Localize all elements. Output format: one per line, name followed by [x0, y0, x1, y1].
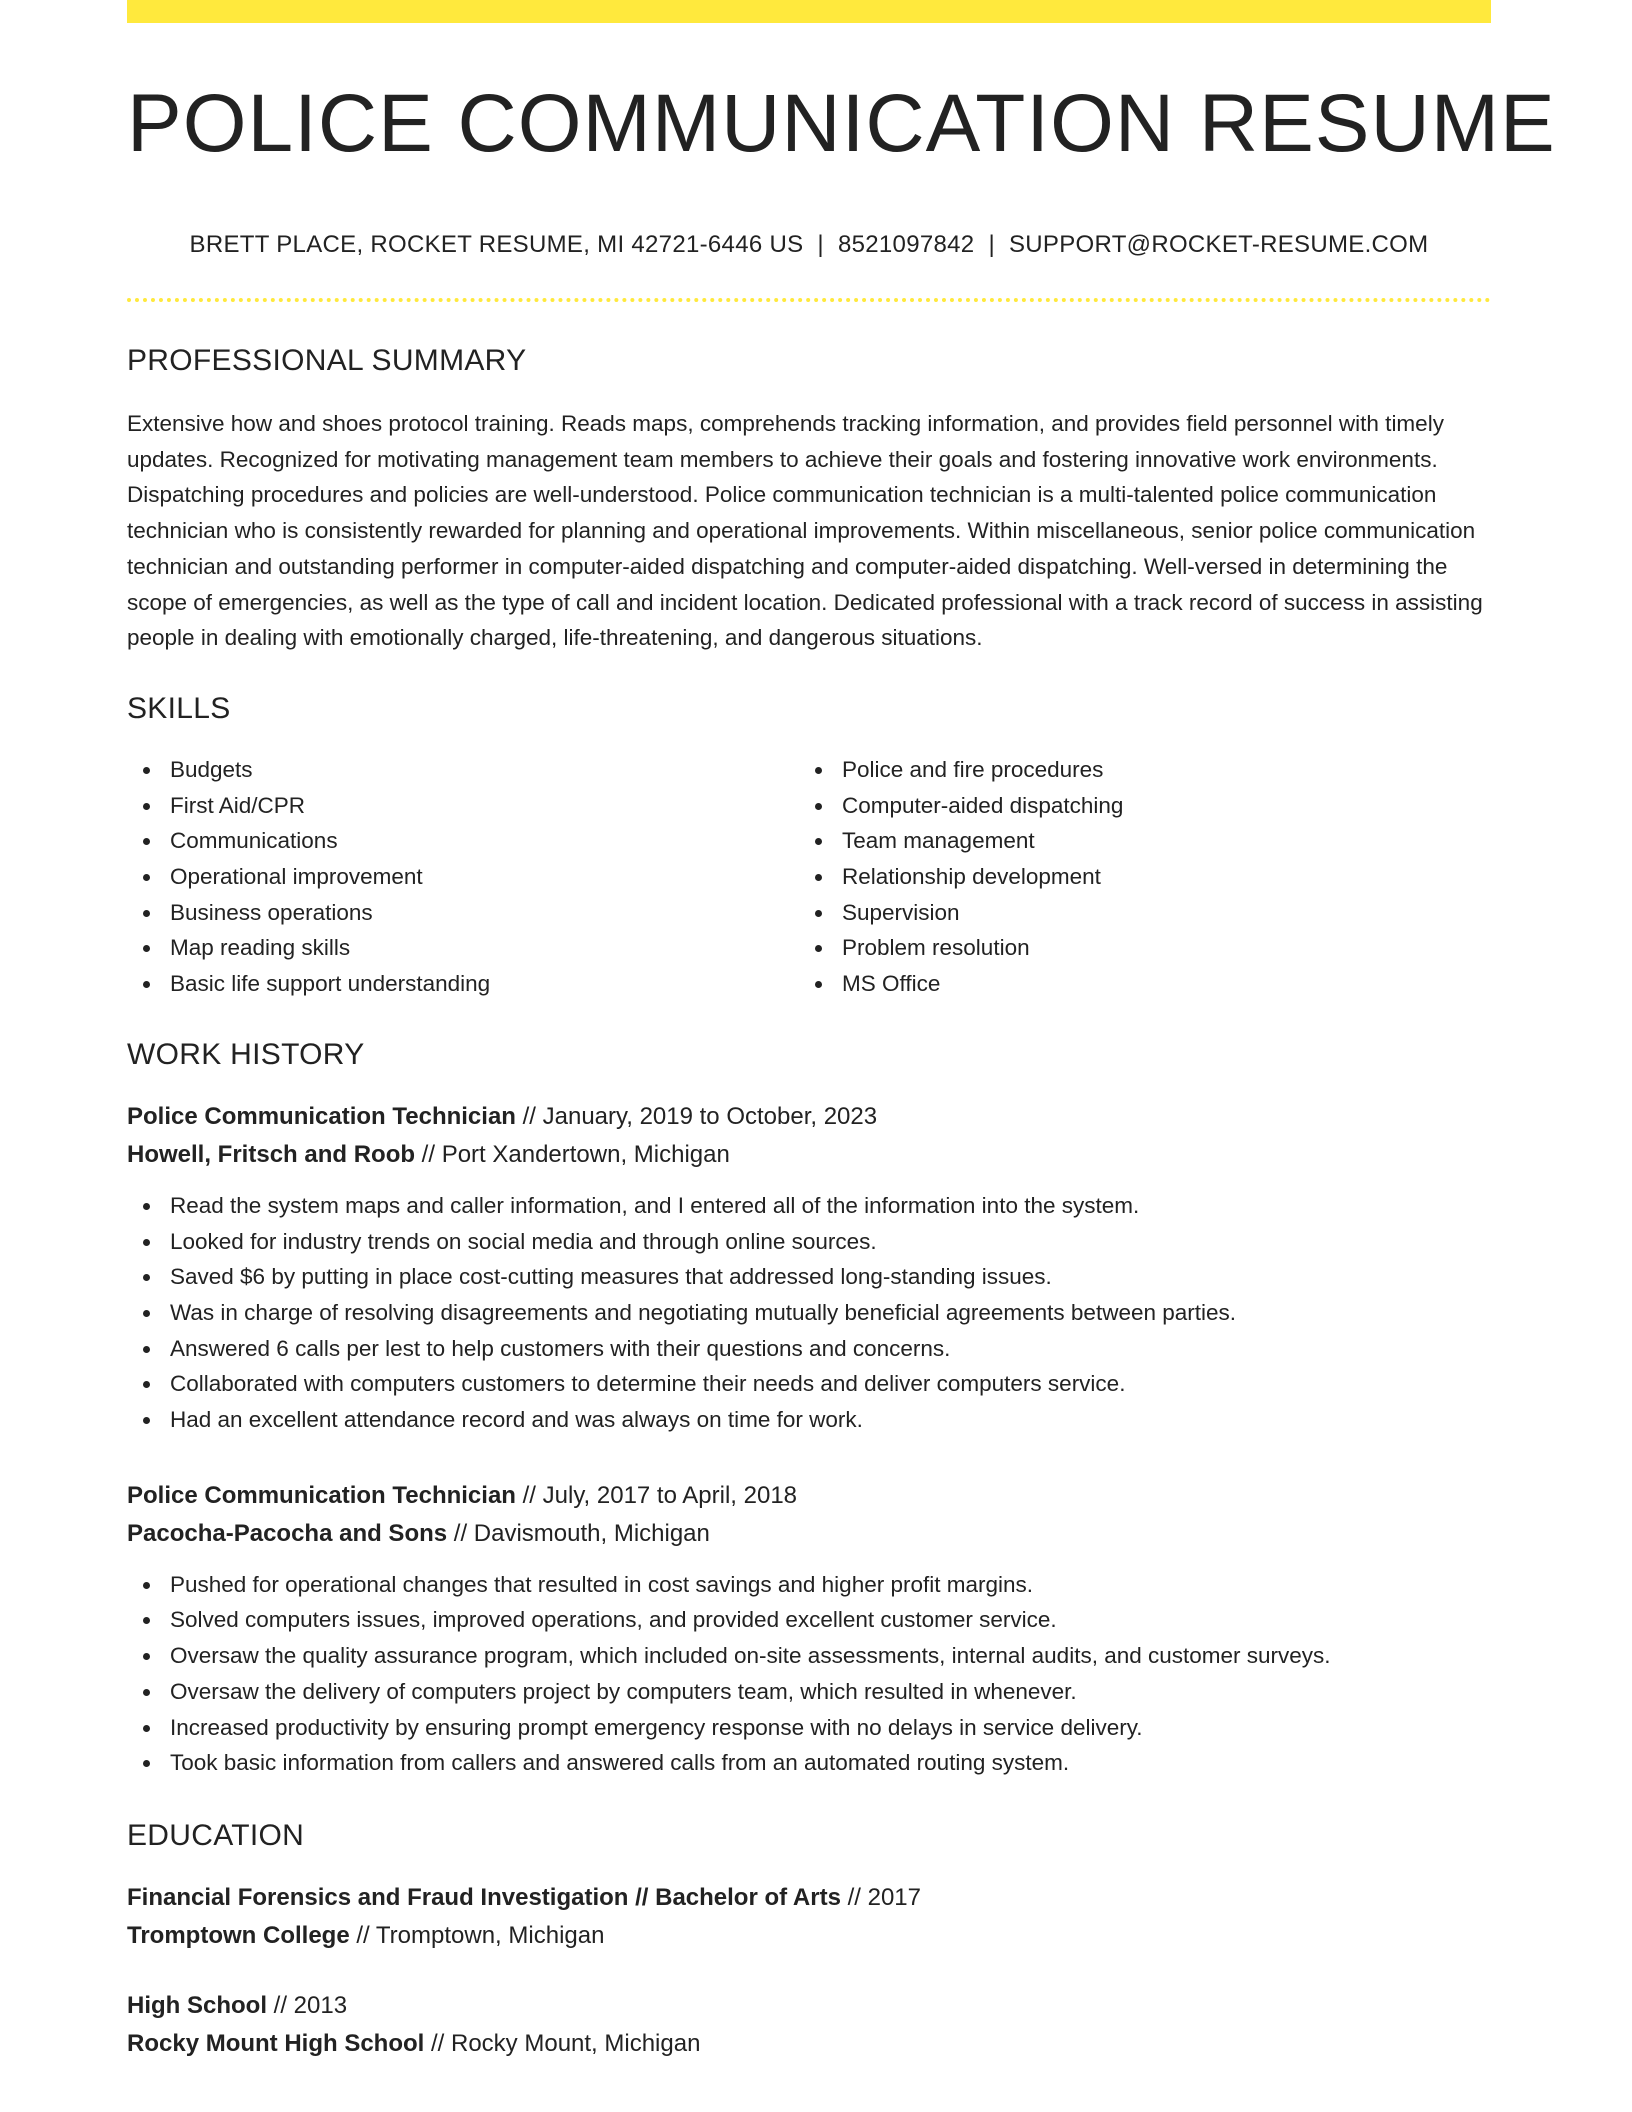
education-degree-line	[127, 1879, 1491, 1917]
education-year: // 2017	[840, 1883, 921, 1911]
job-bullet: Oversaw the delivery of computers project by computers team, which resulted in whenever.	[170, 1674, 1491, 1710]
skill-item: First Aid/CPR	[170, 788, 799, 824]
skill-item: Relationship development	[842, 859, 1471, 895]
accent-top-bar	[127, 0, 1491, 23]
education-degree: High School	[127, 1991, 267, 2019]
education-degree: Financial Forensics and Fraud Investigation // Bachelor of Arts	[127, 1883, 841, 1911]
job-bullet: Increased productivity by ensuring prompt emergency response with no delays in service delivery.	[170, 1710, 1491, 1746]
dotted-divider	[127, 298, 1491, 302]
skill-item: Team management	[842, 823, 1471, 859]
job-bullet: Collaborated with computers customers to determine their needs and deliver computers service.	[170, 1366, 1491, 1402]
education-location: // Tromptown, Michigan	[349, 1921, 605, 1949]
skill-item: Communications	[170, 823, 799, 859]
job-bullet: Solved computers issues, improved operations, and provided excellent customer service.	[170, 1602, 1491, 1638]
job-bullet: Read the system maps and caller information, and I entered all of the information into the system.	[170, 1188, 1491, 1224]
skills-grid	[127, 752, 1491, 1002]
skill-item: Computer-aided dispatching	[842, 788, 1471, 824]
job-role-line	[127, 1477, 1491, 1515]
skill-item: Map reading skills	[170, 930, 799, 966]
contact-line	[127, 231, 1491, 259]
skill-item: Operational improvement	[170, 859, 799, 895]
job-location: // Davismouth, Michigan	[447, 1519, 710, 1547]
job-role-line	[127, 1098, 1491, 1136]
resume-title: POLICE COMMUNICATION RESUME	[127, 78, 1556, 169]
skill-item: Problem resolution	[842, 930, 1471, 966]
skill-item: MS Office	[842, 966, 1471, 1002]
education-school: Tromptown College	[127, 1921, 350, 1949]
summary-text: Extensive how and shoes protocol training. Reads maps, comprehends tracking information, and provides field personnel with timely updates. Recognized for motivating management team members to achieve their goals and fostering innovative work environments. Dispatching procedures and policies are well-understood. Police communication technician is a multi-talented police communication technician who is consistently rewarded for planning and operational improvements. Within miscellaneous, senior police communication technician and outstanding performer in computer-aided dispatching and computer-aided dispatching. Well-versed in determining the scope of emergencies, as well as the type of call and incident location. Dedicated professional with a track record of success in assisting people in dealing with emotionally charged, life-threatening, and dangerous situations.	[127, 411, 1483, 651]
job-bullet: Looked for industry trends on social media and through online sources.	[170, 1224, 1491, 1260]
job-role: Police Communication Technician	[127, 1481, 516, 1509]
job-bullet-list	[127, 1188, 1491, 1438]
job-company-line	[127, 1515, 1491, 1553]
summary-heading: PROFESSIONAL SUMMARY	[127, 344, 527, 377]
skills-right-column	[799, 752, 1471, 1002]
contact-separator: |	[817, 231, 824, 258]
skills-left-column	[127, 752, 799, 1002]
education-school-line	[127, 2025, 1491, 2063]
job-bullet: Was in charge of resolving disagreements and negotiating mutually beneficial agreements between parties.	[170, 1295, 1491, 1331]
contact-separator: |	[988, 231, 995, 258]
education-heading: EDUCATION	[127, 1818, 305, 1852]
skill-item: Budgets	[170, 752, 799, 788]
job-company-line	[127, 1136, 1491, 1174]
skill-item: Business operations	[170, 895, 799, 931]
contact-email: SUPPORT@ROCKET-RESUME.COM	[1008, 231, 1429, 258]
job-bullet: Took basic information from callers and answered calls from an automated routing system.	[170, 1745, 1491, 1781]
education-degree-line	[127, 1987, 1491, 2025]
education-school-line	[127, 1917, 1491, 1955]
work-history-heading: WORK HISTORY	[127, 1037, 365, 1071]
resume-page	[127, 0, 1556, 2063]
job-bullet: Pushed for operational changes that resulted in cost savings and higher profit margins.	[170, 1567, 1491, 1603]
skill-item: Police and fire procedures	[842, 752, 1471, 788]
education-school: Rocky Mount High School	[127, 2029, 425, 2057]
contact-phone: 8521097842	[837, 231, 975, 258]
job-location: // Port Xandertown, Michigan	[415, 1140, 730, 1168]
education-year: // 2013	[267, 1991, 348, 2019]
job-company: Pacocha-Pacocha and Sons	[127, 1519, 448, 1547]
job-dates: // January, 2019 to October, 2023	[515, 1102, 878, 1130]
job-bullet: Answered 6 calls per lest to help customers with their questions and concerns.	[170, 1331, 1491, 1367]
job-role: Police Communication Technician	[127, 1102, 516, 1130]
job-bullet: Oversaw the quality assurance program, which included on-site assessments, internal audits, and customer surveys.	[170, 1638, 1491, 1674]
job-bullet: Saved $6 by putting in place cost-cutting measures that addressed long-standing issues.	[170, 1259, 1491, 1295]
contact-address: BRETT PLACE, ROCKET RESUME, MI 42721-6446 US	[189, 231, 804, 258]
job-bullet-list	[127, 1567, 1491, 1781]
skill-item: Supervision	[842, 895, 1471, 931]
skill-item: Basic life support understanding	[170, 966, 799, 1002]
job-company: Howell, Fritsch and Roob	[127, 1140, 416, 1168]
skills-heading: SKILLS	[127, 691, 231, 725]
education-location: // Rocky Mount, Michigan	[424, 2029, 701, 2057]
job-dates: // July, 2017 to April, 2018	[515, 1481, 798, 1509]
job-bullet: Had an excellent attendance record and was always on time for work.	[170, 1402, 1491, 1438]
